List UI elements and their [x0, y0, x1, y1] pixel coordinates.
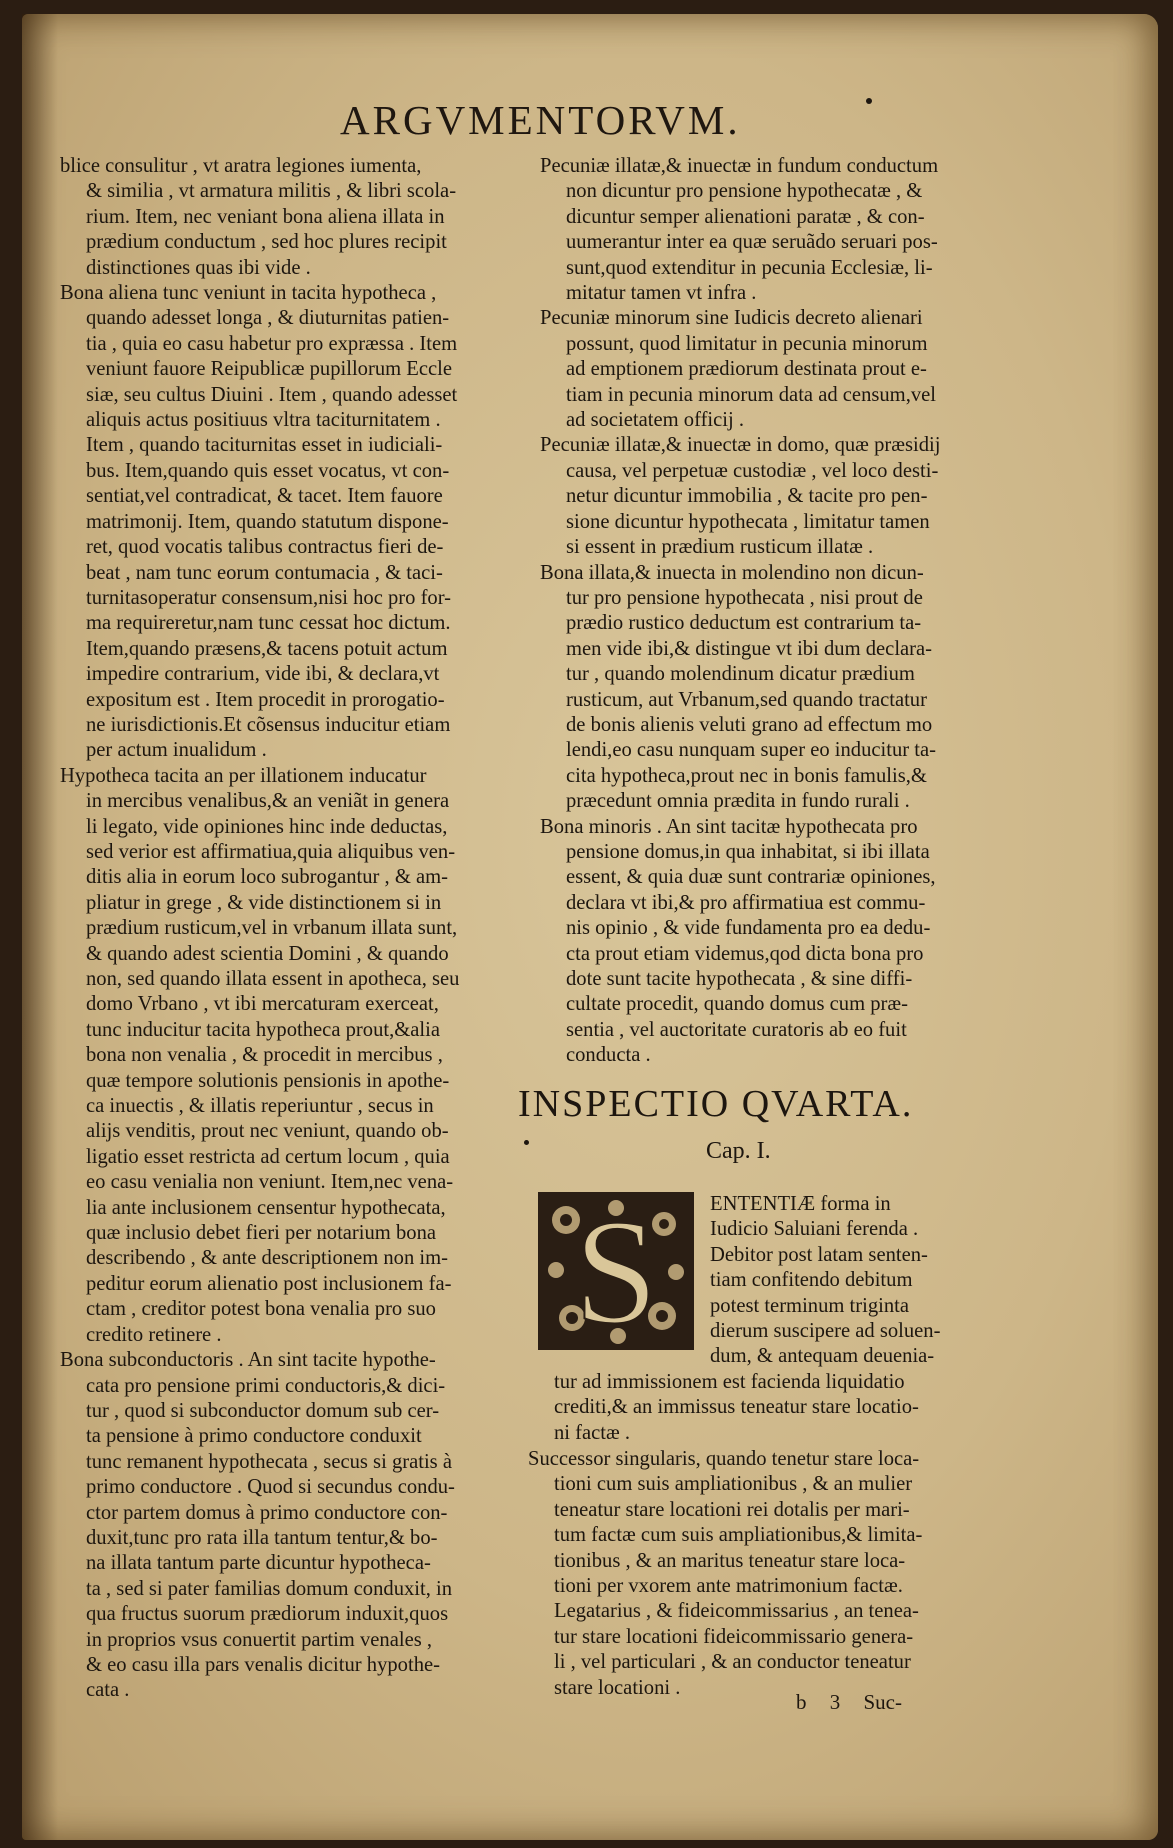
text-line: cultate procedit, quando domus cum præ- — [566, 993, 908, 1016]
text-line: teneatur stare locationi rei dotalis per mari- — [554, 1498, 910, 1521]
text-line: Bona minoris . An sint tacitæ hypothecata pro — [540, 815, 918, 838]
text-line: peditur eorum alienatio post inclusionem fa- — [86, 1272, 452, 1295]
text-line: uumerantur inter ea quæ seruãdo seruari pos- — [566, 231, 938, 254]
text-line: tionibus , & an maritus teneatur stare loca- — [554, 1549, 906, 1572]
text-line: bus. Item,quando quis esset vocatus, vt con- — [86, 459, 450, 482]
last-block — [528, 1447, 922, 1701]
chapter-heading: Cap. I. — [706, 1138, 771, 1164]
text-line: Legatarius , & fideicommissarius , an tenea- — [554, 1600, 919, 1623]
text-line: non, sed quando illata essent in apotheca, seu — [86, 968, 460, 990]
decorated-initial-letter: S — [574, 1190, 658, 1352]
text-line: cta prout etiam videmus,qod dicta bona pro — [566, 942, 924, 965]
text-line: ne iurisdictionis.Et cõsensus inducitur etiam — [86, 713, 451, 736]
text-line: men vide ibi,& distingue vt ibi dum declara- — [566, 637, 933, 660]
text-line: ctor partem domus à primo conductore con- — [86, 1501, 448, 1524]
text-line: tum factæ cum suis ampliationibus,& limita- — [554, 1524, 923, 1547]
decorated-initial-s — [536, 1190, 696, 1352]
text-line: duxit,tunc pro rata illa tantum tentur,& bo- — [86, 1526, 438, 1549]
text-line: ta pensione à primo conductore conduxit — [86, 1425, 422, 1448]
text-line: Hypotheca tacita an per illationem inducatur — [60, 764, 427, 787]
text-line: ret, quod vocatis talibus contractus fieri de- — [86, 536, 444, 559]
text-line: Debitor post latam senten- — [710, 1243, 928, 1266]
text-line: nis opinio , & vide fundamenta pro ea dedu- — [566, 917, 931, 940]
text-line: ENTENTIÆ forma in — [710, 1193, 891, 1215]
section-title: INSPECTIO QVARTA. — [518, 1083, 914, 1125]
text-line: distinctiones quas ibi vide . — [86, 256, 311, 279]
text-line: Item , quando taciturnitas esset in iudiciali- — [86, 434, 443, 457]
ink-speck — [524, 1140, 529, 1145]
text-line: per actum inualidum . — [86, 739, 267, 762]
text-line: lendi,eo casu nunquam super eo inducitur ta- — [566, 739, 937, 762]
text-line: sed verior est affirmatiua,quia aliquibus ven- — [86, 840, 456, 863]
text-line: in mercibus venalibus,& an veniãt in genera — [86, 790, 450, 813]
text-line: & eo casu illa pars venalis dicitur hypothe- — [86, 1653, 440, 1676]
initial-paragraph-continuation — [554, 1370, 919, 1446]
text-line: essent, & quia duæ sunt contrariæ opiniones, — [566, 866, 936, 889]
text-line: crediti,& an immissus teneatur stare locatio- — [554, 1396, 919, 1419]
text-line: & quando adest scientia Domini , & quando — [86, 942, 449, 965]
text-line: Bona aliena tunc veniunt in tacita hypotheca , — [60, 282, 437, 305]
text-line: Bona illata,& inuecta in molendino non dicun- — [540, 561, 924, 584]
text-line: in proprios vsus conuertit partim venales , — [86, 1628, 433, 1651]
text-line: quæ tempore solutionis pensionis in apothe- — [86, 1069, 450, 1092]
text-line: tur , quod si subconductor domum sub cer- — [86, 1399, 440, 1422]
text-line: sione dicuntur hypothecata , limitatur tamen — [566, 510, 930, 533]
text-line: credito retinere . — [86, 1323, 222, 1346]
text-line: siæ, seu cultus Diuini . Item , quando adesset — [86, 383, 458, 406]
text-line: quando adesset longa , & diuturnitas patien- — [86, 307, 450, 330]
text-line: netur dicuntur immobilia , & tacite pro pen- — [566, 485, 928, 508]
text-line: si essent in prædium rusticum illatæ . — [566, 536, 874, 559]
initial-paragraph — [710, 1192, 940, 1370]
catchword: Suc- — [863, 1690, 902, 1714]
text-line: sunt,quod extenditur in pecunia Ecclesiæ, li- — [566, 256, 933, 279]
text-line: eo casu venialia non veniunt. Item,nec vena- — [86, 1171, 454, 1194]
text-line: ctam , creditor potest bona venalia pro suo — [86, 1298, 436, 1321]
text-line: Successor singularis, quando tenetur stare loca- — [528, 1448, 920, 1470]
text-line: de bonis alienis veluti grano ad effectum mo — [566, 713, 933, 736]
text-line: domo Vrbano , vt ibi mercaturam exerceat, — [86, 993, 439, 1016]
text-line: prædium conductum , sed hoc plures recipit — [86, 231, 447, 254]
text-line: veniunt fauore Reipublicæ pupillorum Eccle — [86, 358, 453, 381]
text-line: sentia , vel auctoritate curatoris ab eo fuit — [566, 1018, 907, 1041]
text-line: pliatur in grege , & vide distinctionem si in — [86, 891, 442, 914]
text-line: dierum suscipere ad soluen- — [710, 1320, 941, 1343]
text-line: rium. Item, nec veniant bona aliena illata in — [86, 205, 445, 228]
text-line: ad emptionem prædiorum destinata prout e- — [566, 358, 927, 381]
text-line: tioni cum suis ampliationibus , & an mulier — [554, 1473, 913, 1496]
text-line: tunc inducitur tacita hypotheca prout,&alia — [86, 1018, 440, 1041]
text-line: tur , quando molendinum dicatur prædium — [566, 663, 915, 686]
signature: b 3 — [796, 1690, 841, 1714]
text-line: ad societatem officij . — [566, 409, 745, 432]
text-line: primo conductore . Quod si secundus condu- — [86, 1476, 455, 1499]
text-line: dicuntur semper alienationi paratæ , & con- — [566, 205, 925, 228]
running-head: ARGVMENTORVM. — [340, 97, 741, 143]
text-line: non dicuntur pro pensione hypothecatæ , & — [566, 180, 923, 203]
text-line: prædium rusticum,vel in vrbanum illata sunt, — [86, 917, 458, 940]
page-gutter-shadow — [22, 14, 58, 1840]
text-line: alijs venditis, prout nec veniunt, quando ob- — [86, 1120, 449, 1143]
text-line: beat , nam tunc eorum contumacia , & taci- — [86, 561, 443, 584]
text-line: aliquis actus positiuus vltra taciturnitatem . — [86, 409, 441, 432]
text-line: declara vt ibi,& pro affirmatiua est commu- — [566, 891, 926, 914]
text-line: tur ad immissionem est facienda liquidatio — [554, 1371, 905, 1393]
text-line: Pecuniæ illatæ,& inuectæ in fundum conductum — [540, 155, 939, 177]
text-line: prædio rustico deductum est contrarium ta- — [566, 612, 922, 635]
ink-speck — [866, 98, 872, 104]
text-line: stare locationi . — [554, 1676, 681, 1699]
text-line: Pecuniæ illatæ,& inuectæ in domo, quæ præsidij — [540, 434, 941, 457]
text-line: præcedunt omnia prædita in fundo rurali . — [566, 790, 910, 813]
text-line: tur stare locationi fideicommissario genera- — [554, 1625, 914, 1648]
text-line: possunt, quod limitatur in pecunia minorum — [566, 332, 928, 355]
text-line: sentiat,vel contradicat, & tacet. Item fauore — [86, 485, 443, 508]
text-line: tia , quia eo casu habetur pro expræssa . Item — [86, 332, 458, 355]
text-line: qua fructus suorum prædiorum induxit,quos — [86, 1603, 449, 1626]
text-line: ligatio esset restricta ad certum locum , quia — [86, 1145, 450, 1168]
text-line: li legato, vide opiniones hinc inde deductas, — [86, 815, 448, 838]
text-line: matrimonij. Item, quando statutum dispone- — [86, 510, 449, 533]
text-line: expositum est . Item procedit in prorogatio- — [86, 688, 445, 711]
text-line: cata pro pensione primi conductoris,& dici- — [86, 1374, 446, 1397]
text-line: causa, vel perpetuæ custodiæ , vel loco desti- — [566, 459, 939, 482]
text-line: potest terminum triginta — [710, 1294, 910, 1317]
text-line: Pecuniæ minorum sine Iudicis decreto alienari — [540, 307, 923, 330]
left-column — [60, 154, 510, 1704]
text-line: tioni per vxorem ante matrimonium factæ. — [554, 1575, 903, 1598]
text-line: Bona subconductoris . An sint tacite hypothe- — [60, 1349, 436, 1372]
text-line: quæ inclusio debet fieri per notarium bona — [86, 1222, 437, 1245]
text-line: ma requireretur,nam tunc cessat hoc dictum. — [86, 612, 451, 635]
text-line: rusticum, aut Vrbanum,sed quando tractatur — [566, 688, 927, 711]
text-line: ni factæ . — [554, 1421, 631, 1444]
text-line: tunc remanent hypothecata , secus si gratis à — [86, 1450, 452, 1473]
text-line: conducta . — [566, 1044, 651, 1067]
text-line: li , vel particulari , & an conductor teneatur — [554, 1651, 911, 1674]
text-line: Iudicio Saluiani ferenda . — [710, 1218, 919, 1241]
text-line: describendo , & ante descriptionem non im- — [86, 1247, 449, 1270]
text-line: pensione domus,in qua inhabitat, si ibi illata — [566, 840, 930, 863]
text-line: & similia , vt armatura militis , & libri scola- — [86, 180, 457, 203]
text-line: turnitasoperatur consensum,nisi hoc pro for- — [86, 586, 452, 609]
text-line: tiam in pecunia minorum data ad censum,vel — [566, 383, 937, 406]
text-line: impedire contrarium, vide ibi, & declara,vt — [86, 663, 440, 686]
text-line: cita hypotheca,prout nec in bonis famulis,& — [566, 764, 927, 787]
text-line: tiam confitendo debitum — [710, 1269, 913, 1292]
text-line: ta , sed si pater familias domum conduxit, in — [86, 1577, 453, 1600]
text-line: dote sunt tacite hypothecata , & sine diffi- — [566, 968, 913, 990]
text-line: tur pro pensione hypothecata , nisi prout de — [566, 586, 923, 609]
text-line: cata . — [86, 1679, 130, 1702]
text-line: Item,quando præsens,& tacens potuit actum — [86, 637, 448, 660]
signature-mark — [796, 1690, 902, 1715]
text-line: mitatur tamen vt infra . — [566, 282, 757, 305]
text-line: ca inuectis , & illatis reperiuntur , secus in — [86, 1095, 434, 1118]
text-line: bona non venalia , & procedit in mercibus , — [86, 1044, 443, 1067]
text-line: blice consulitur , vt aratra legiones iumenta, — [60, 155, 422, 177]
text-line: dum, & antequam deuenia- — [710, 1345, 935, 1368]
text-line: na illata tantum parte dicuntur hypotheca- — [86, 1552, 431, 1575]
text-line: lia ante inclusionem censentur hypothecata, — [86, 1196, 446, 1219]
text-line: ditis alia in eorum loco subrogantur , & am- — [86, 866, 449, 889]
right-column — [540, 154, 1010, 1069]
